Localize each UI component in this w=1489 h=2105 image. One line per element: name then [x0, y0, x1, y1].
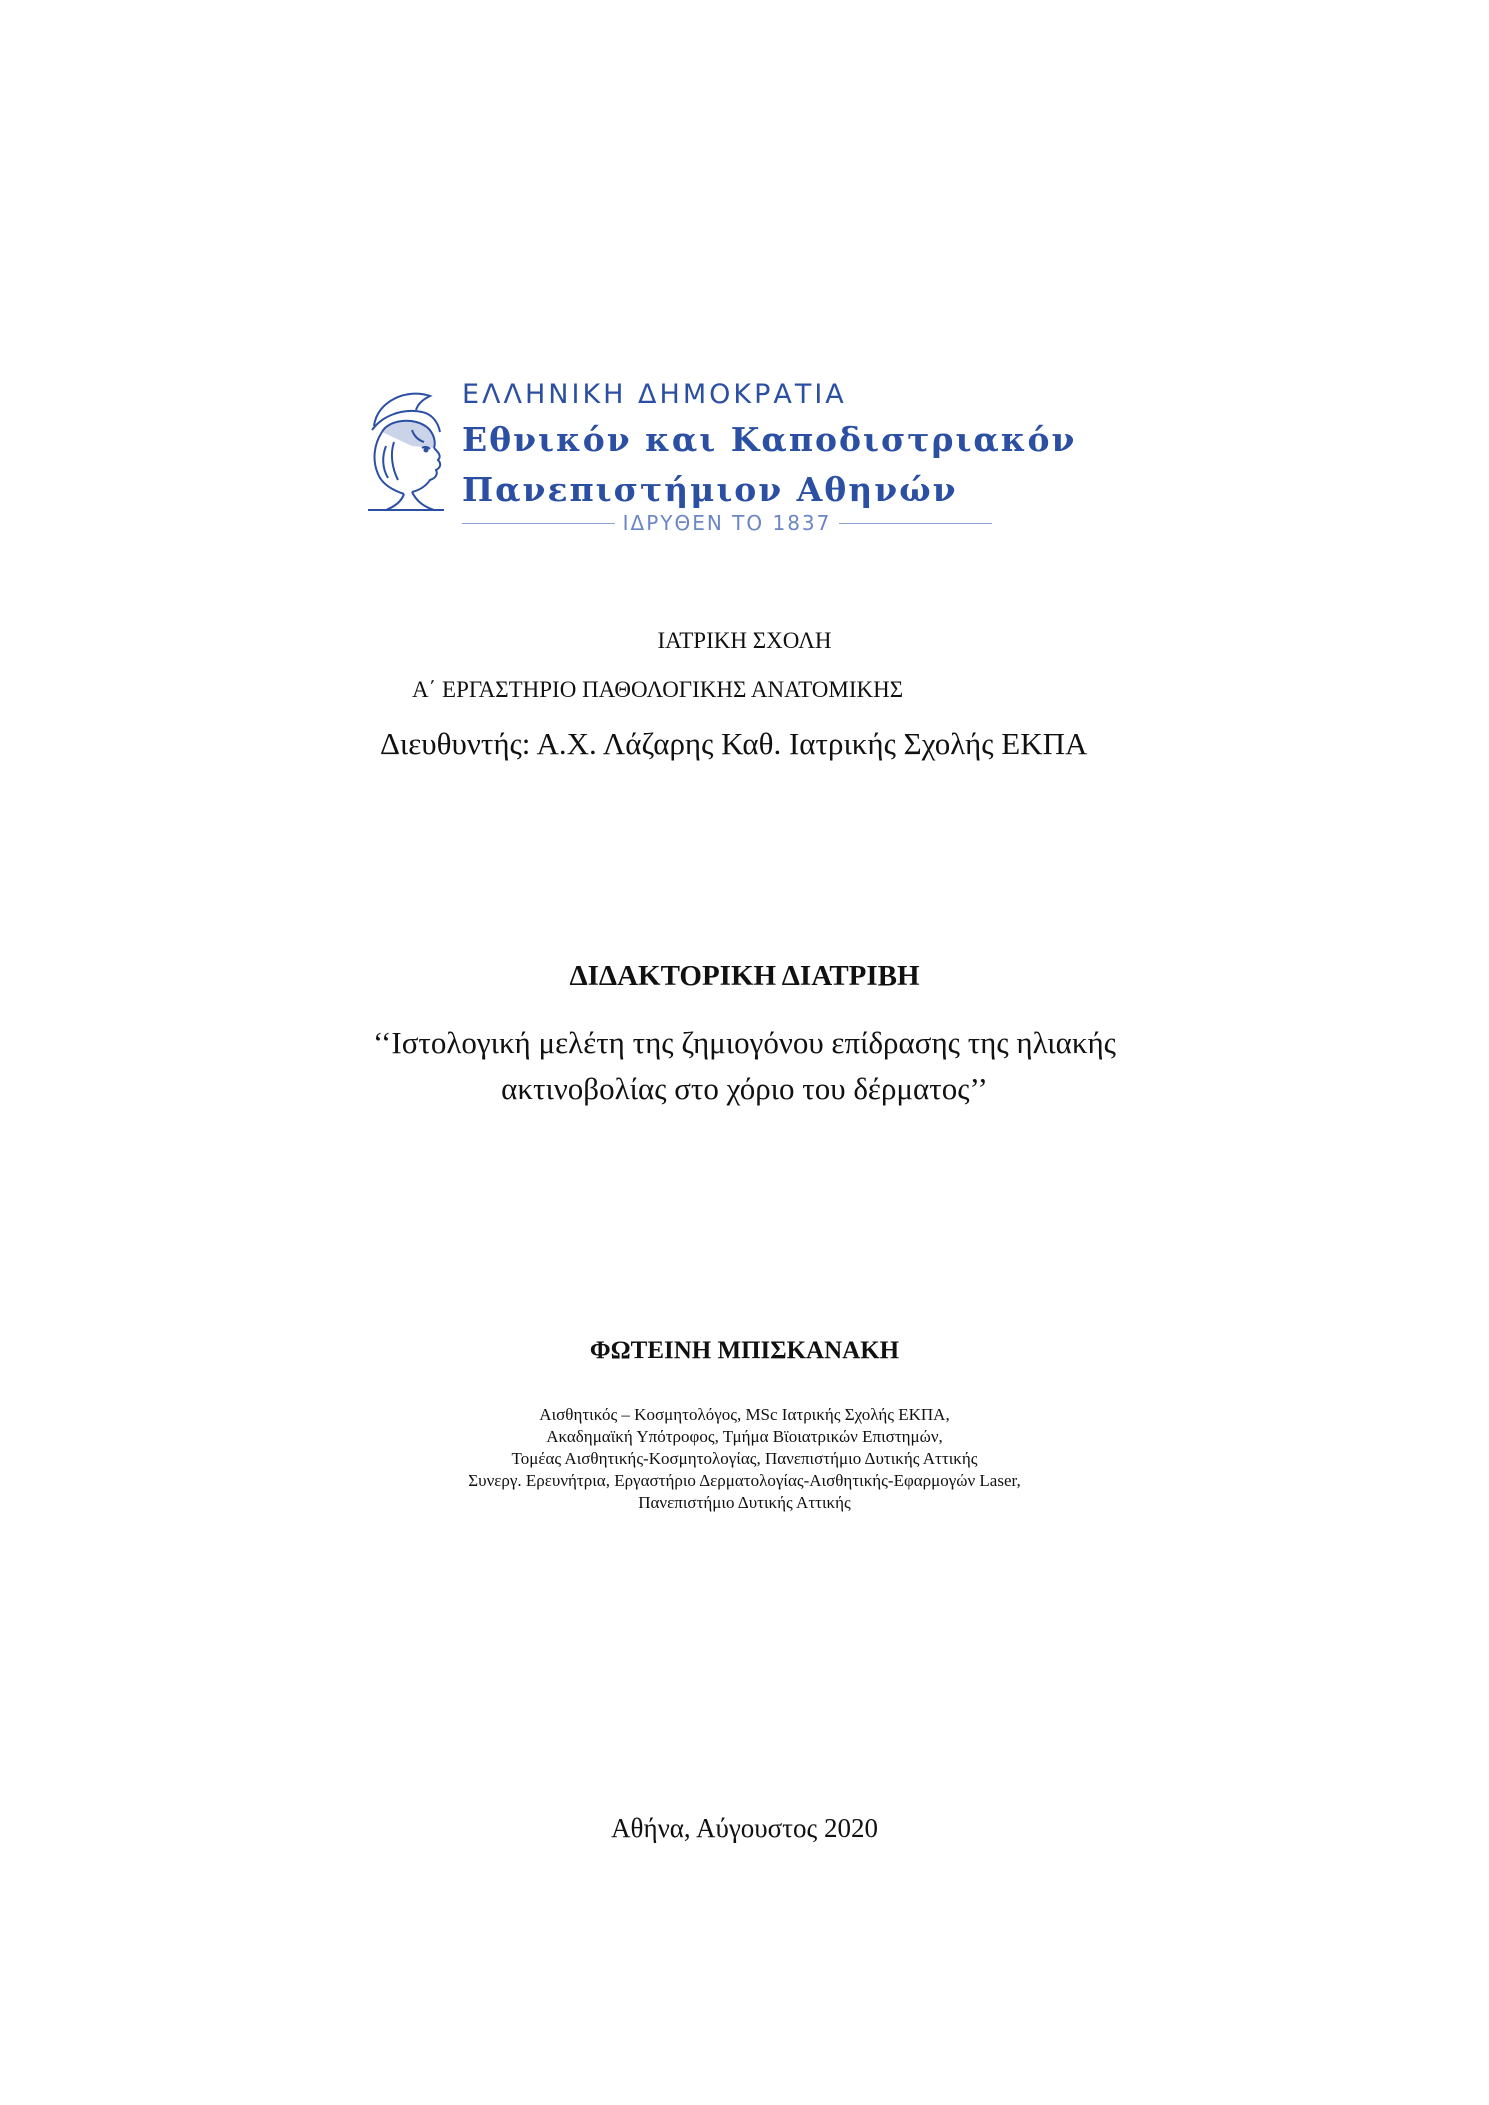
place-and-date: Αθήνα, Αύγουστος 2020	[611, 1813, 878, 1843]
thesis-title-line1: ‘‘Ιστολογική μελέτη της ζημιογόνου επίδρασης της ηλιακής	[373, 1025, 1116, 1060]
author-name: ΦΩΤΕΙΝΗ ΜΠΙΣΚΑΝΑΚΗ	[589, 1337, 900, 1364]
thesis-type: ΔΙΔΑΚΤΟΡΙΚΗ ΔΙΑΤΡΙΒΗ	[569, 960, 920, 992]
country-name: ΕΛΛΗΝΙΚΗ ΔΗΜΟΚΡΑΤΙΑ	[462, 379, 847, 410]
affiliation-line: Συνεργ. Ερευνήτρια, Εργαστήριο Δερματολογίας-Αισθητικής-Εφαρμογών Laser,	[468, 1471, 1021, 1490]
divider	[839, 523, 992, 524]
founded-banner	[462, 508, 992, 538]
laboratory-name: Α΄ ΕΡΓΑΣΤΗΡΙΟ ΠΑΘΟΛΟΓΙΚΗΣ ΑΝΑΤΟΜΙΚΗΣ	[412, 677, 904, 702]
university-name-line1: Εθνικόν και Καποδιστριακόν	[462, 420, 1077, 459]
university-logo	[352, 378, 1122, 553]
divider	[462, 523, 615, 524]
affiliation-line: Τομέας Αισθητικής-Κοσμητολογίας, Πανεπιστήμιο Δυτικής Αττικής	[511, 1449, 978, 1468]
author-affiliations	[0, 1404, 1489, 1514]
university-name-block	[462, 378, 1102, 512]
affiliation-line: Ακαδημαϊκή Υπότροφος, Τμήμα Βϊοιατρικών Επιστημών,	[546, 1427, 943, 1446]
affiliation-line: Αισθητικός – Κοσμητολόγος, MSc Ιατρικής Σχολής ΕΚΠΑ,	[539, 1405, 950, 1424]
affiliation-line: Πανεπιστήμιο Δυτικής Αττικής	[638, 1493, 851, 1512]
university-name-line2: Πανεπιστήμιον Αθηνών	[462, 470, 958, 509]
thesis-title-line2: ακτινοβολίας στο χόριο του δέρματος’’	[501, 1071, 988, 1106]
school-name: ΙΑΤΡΙΚΗ ΣΧΟΛΗ	[657, 628, 832, 653]
founded-text: ΙΔΡΥΘΕΝ ΤΟ 1837	[622, 511, 832, 535]
thesis-title	[0, 1020, 1489, 1112]
athena-head-crest-icon	[352, 386, 452, 514]
director-line: Διευθυντής: Α.Χ. Λάζαρης Καθ. Ιατρικής Σχολής ΕΚΠΑ	[380, 726, 1088, 761]
